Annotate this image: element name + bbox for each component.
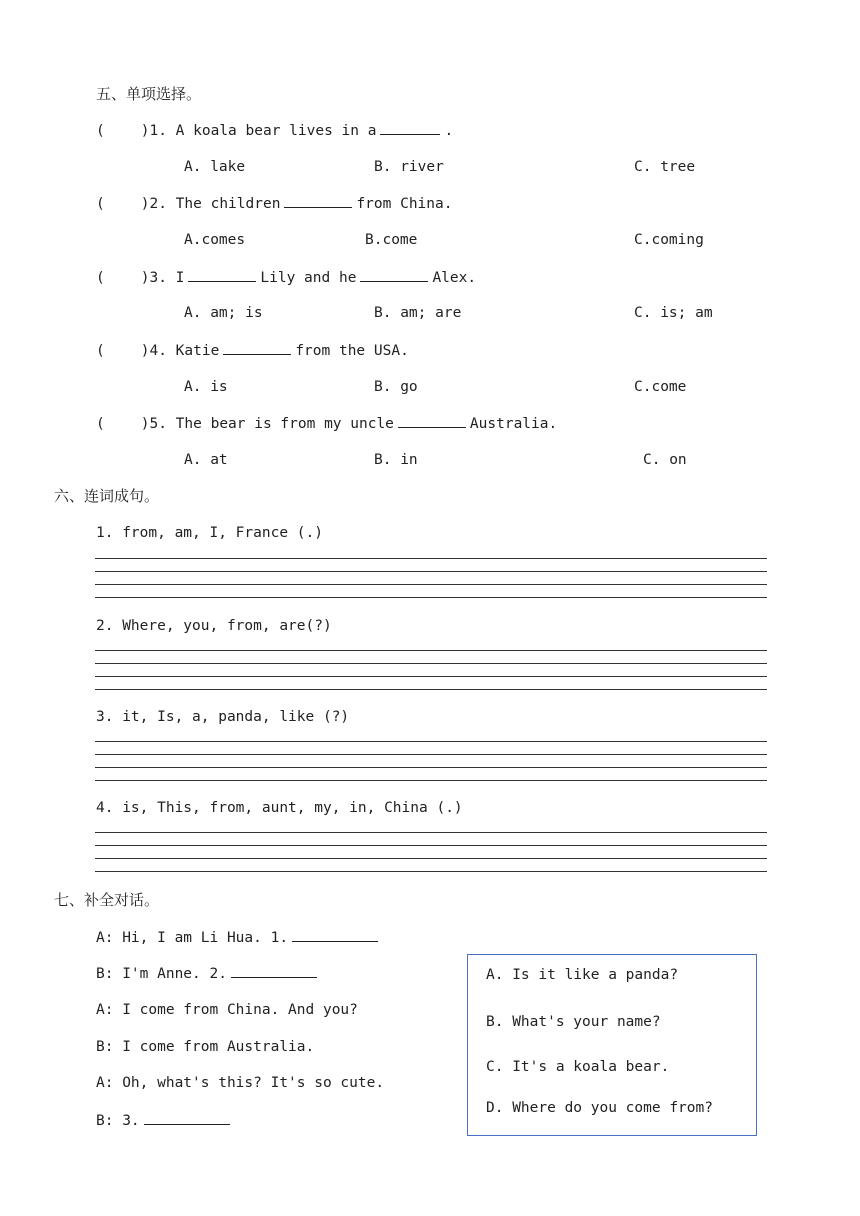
writing-line[interactable] <box>95 741 767 742</box>
answer-paren-open: ( <box>96 270 105 286</box>
option-b: B. go <box>374 379 418 395</box>
section7-title: 七、补全对话。 <box>54 891 160 909</box>
section5-title: 五、单项选择。 <box>96 85 202 103</box>
choice-b: B. What's your name? <box>486 1014 661 1030</box>
answer-paren-open: ( <box>96 123 105 139</box>
writing-line[interactable] <box>95 689 767 690</box>
reorder-item-4: 4. is, This, from, aunt, my, in, China (.) <box>96 800 463 816</box>
option-c: C. is; am <box>634 305 713 321</box>
writing-line[interactable] <box>95 650 767 651</box>
option-b: B. am; are <box>374 305 462 321</box>
reorder-item-1: 1. from, am, I, France (.) <box>96 525 323 541</box>
dialogue-text: B: 3. <box>96 1113 140 1129</box>
answer-paren-open: ( <box>96 196 105 212</box>
choices-box <box>467 954 757 1136</box>
answer-blank[interactable] <box>231 963 317 978</box>
answer-paren-close: ) <box>140 343 150 359</box>
writing-line[interactable] <box>95 676 767 677</box>
answer-blank[interactable] <box>223 340 291 355</box>
question-text-post: Alex. <box>432 270 477 286</box>
dialogue-line-6 <box>96 1110 234 1131</box>
dialogue-line-3: A: I come from China. And you? <box>96 1002 358 1018</box>
answer-paren-close: ) <box>140 270 150 286</box>
dialogue-text: B: I'm Anne. 2. <box>96 966 227 982</box>
answer-blank[interactable] <box>398 413 466 428</box>
writing-line[interactable] <box>95 767 767 768</box>
option-c: C.coming <box>634 232 704 248</box>
reorder-item-3: 3. it, Is, a, panda, like (?) <box>96 709 350 725</box>
option-c: C.come <box>634 379 687 395</box>
writing-line[interactable] <box>95 871 767 872</box>
writing-line[interactable] <box>95 584 767 585</box>
answer-paren-open: ( <box>96 343 105 359</box>
option-a: A. lake <box>184 159 246 175</box>
choice-d: D. Where do you come from? <box>486 1100 713 1116</box>
reorder-item-2: 2. Where, you, from, are(?) <box>96 618 332 634</box>
question-5 <box>96 413 557 434</box>
question-text: Katie <box>175 343 220 359</box>
question-1 <box>96 120 453 141</box>
question-number: 3. <box>149 270 167 286</box>
option-c: C. tree <box>634 159 696 175</box>
option-a: A. is <box>184 379 228 395</box>
question-text-post: Australia. <box>469 416 558 432</box>
dialogue-line-2 <box>96 963 321 984</box>
option-c: C. on <box>643 452 687 468</box>
choice-c: C. It's a koala bear. <box>486 1059 670 1075</box>
question-text: The bear is from my uncle <box>175 416 394 432</box>
writing-line[interactable] <box>95 558 767 559</box>
question-text: The children <box>175 196 281 212</box>
writing-line[interactable] <box>95 754 767 755</box>
question-number: 5. <box>149 416 167 432</box>
question-number: 4. <box>149 343 167 359</box>
answer-blank[interactable] <box>144 1110 230 1125</box>
answer-blank[interactable] <box>360 267 428 282</box>
writing-line[interactable] <box>95 832 767 833</box>
choice-a: A. Is it like a panda? <box>486 967 679 983</box>
question-2 <box>96 193 452 214</box>
answer-blank[interactable] <box>292 927 378 942</box>
writing-line[interactable] <box>95 780 767 781</box>
dialogue-line-4: B: I come from Australia. <box>96 1039 315 1055</box>
answer-paren-close: ) <box>140 416 150 432</box>
option-b: B. in <box>374 452 418 468</box>
dialogue-line-5: A: Oh, what's this? It's so cute. <box>96 1075 385 1091</box>
option-a: A.comes <box>184 232 246 248</box>
answer-paren-close: ) <box>140 123 150 139</box>
option-a: A. at <box>184 452 228 468</box>
question-text-post: from the USA. <box>295 343 409 359</box>
answer-blank[interactable] <box>284 193 352 208</box>
section6-title: 六、连词成句。 <box>54 487 160 505</box>
dialogue-line-1 <box>96 927 382 948</box>
writing-line[interactable] <box>95 845 767 846</box>
writing-line[interactable] <box>95 571 767 572</box>
question-text: A koala bear lives in a <box>175 123 377 139</box>
writing-line[interactable] <box>95 597 767 598</box>
question-text-mid: Lily and he <box>260 270 357 286</box>
question-text-post: from China. <box>356 196 453 212</box>
dialogue-text: A: Hi, I am Li Hua. 1. <box>96 930 289 946</box>
writing-line[interactable] <box>95 858 767 859</box>
option-b: B.come <box>365 232 418 248</box>
option-a: A. am; is <box>184 305 263 321</box>
writing-line[interactable] <box>95 663 767 664</box>
answer-blank[interactable] <box>380 120 440 135</box>
answer-blank[interactable] <box>188 267 256 282</box>
question-number: 1. <box>149 123 167 139</box>
option-b: B. river <box>374 159 444 175</box>
question-number: 2. <box>149 196 167 212</box>
question-3 <box>96 267 476 288</box>
answer-paren-close: ) <box>140 196 150 212</box>
question-text-post: . <box>444 123 454 139</box>
question-4 <box>96 340 409 361</box>
answer-paren-open: ( <box>96 416 105 432</box>
question-text: I <box>175 270 185 286</box>
